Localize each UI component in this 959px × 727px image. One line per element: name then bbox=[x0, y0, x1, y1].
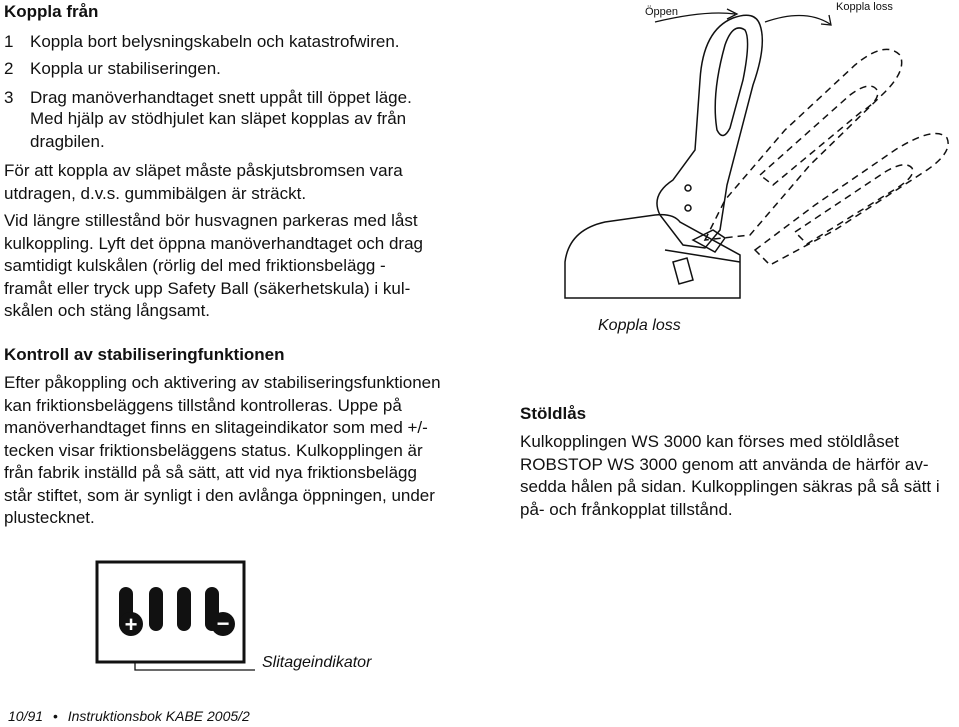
text-line: framåt eller tryck upp Safety Ball (säkerhetskula) i kul- bbox=[4, 278, 411, 298]
text-line: ROBSTOP WS 3000 genom att använda de härför av- bbox=[520, 454, 929, 474]
handle-closed bbox=[657, 15, 762, 248]
text-line: dragbilen. bbox=[30, 131, 105, 151]
step-text: Drag manöverhandtaget snett uppåt till öppet läge. bbox=[30, 88, 412, 107]
coupling-housing bbox=[565, 215, 740, 298]
indicator-bar bbox=[177, 587, 191, 631]
page-title: Koppla från bbox=[4, 2, 99, 21]
indicator-bar bbox=[149, 587, 163, 631]
indicator-caption: Slitageindikator bbox=[262, 654, 372, 671]
step-number: 3 bbox=[4, 88, 14, 107]
text-line: manöverhandtaget finns en slitageindikator som med +/- bbox=[4, 418, 428, 437]
release-arrow bbox=[765, 15, 830, 24]
text-line: på- och frånkopplat tillstånd. bbox=[520, 499, 733, 519]
book-title: Instruktionsbok KABE 2005/2 bbox=[67, 708, 250, 724]
step-number: 2 bbox=[4, 59, 14, 78]
step-1 bbox=[4, 31, 400, 54]
text-line: sedda hålen på sidan. Kulkopplingen säkras på så sätt i bbox=[520, 477, 940, 496]
footer bbox=[8, 708, 250, 724]
step-2 bbox=[4, 58, 221, 81]
text-line: samtidigt kulskålen (rörlig del med friktionsbelägg - bbox=[4, 256, 386, 275]
text-line: kan friktionsbeläggens tillstånd kontrolleras. Uppe på bbox=[4, 395, 402, 415]
text-line: För att koppla av släpet måste påskjutsbromsen vara bbox=[4, 161, 403, 180]
text-line: står stiftet, som är synligt i den avlånga öppningen, under bbox=[4, 485, 435, 505]
coupling-figure bbox=[555, 0, 959, 345]
text-line: utdragen, d.v.s. gummibälgen är sträckt. bbox=[4, 183, 307, 203]
step-3 bbox=[4, 87, 412, 110]
label-release: Koppla loss bbox=[836, 1, 893, 13]
text-line: Med hjälp av stödhjulet kan släpet kopplas av från bbox=[30, 109, 407, 128]
text-line: kulkoppling. Lyft det öppna manöverhandtaget och drag bbox=[4, 233, 423, 253]
footer-bullet: • bbox=[52, 708, 58, 724]
stoldlas-text bbox=[520, 431, 940, 521]
text-line: skålen och stäng långsamt. bbox=[4, 301, 211, 320]
section-title: Kontroll av stabiliseringfunktionen bbox=[4, 345, 285, 364]
text-line: tecken visar friktionsbeläggens status. Kulkopplingen är bbox=[4, 440, 423, 460]
figure-caption: Koppla loss bbox=[598, 317, 681, 334]
step-3-continuation bbox=[4, 108, 406, 153]
minus-sign: − bbox=[216, 611, 230, 636]
handle-slot bbox=[715, 28, 747, 136]
text-line: Vid längre stillestånd bör husvagnen parkeras med låst bbox=[4, 211, 418, 230]
text-line: Kulkopplingen WS 3000 kan förses med stöldlåset bbox=[520, 432, 899, 451]
handle-released bbox=[705, 49, 902, 240]
text-line: Efter påkoppling och aktivering av stabiliseringsfunktionen bbox=[4, 373, 441, 392]
paragraph-bromsen bbox=[4, 160, 403, 205]
plus-sign: + bbox=[124, 612, 138, 637]
stoldlas-title: Stöldlås bbox=[520, 404, 587, 423]
text-line: från fabrik inställd på så sätt, att vid nya friktionsbelägg bbox=[4, 463, 417, 482]
section-text bbox=[4, 372, 441, 530]
step-number: 1 bbox=[4, 32, 14, 51]
paragraph-stillestand bbox=[4, 210, 423, 323]
step-text: Koppla bort belysningskabeln och katastrofwiren. bbox=[30, 32, 400, 51]
text-line: plustecknet. bbox=[4, 508, 95, 527]
step-text: Koppla ur stabiliseringen. bbox=[30, 59, 221, 78]
wear-indicator bbox=[95, 560, 265, 700]
label-open: Öppen bbox=[645, 6, 679, 18]
page-number: 10/91 bbox=[8, 708, 44, 724]
